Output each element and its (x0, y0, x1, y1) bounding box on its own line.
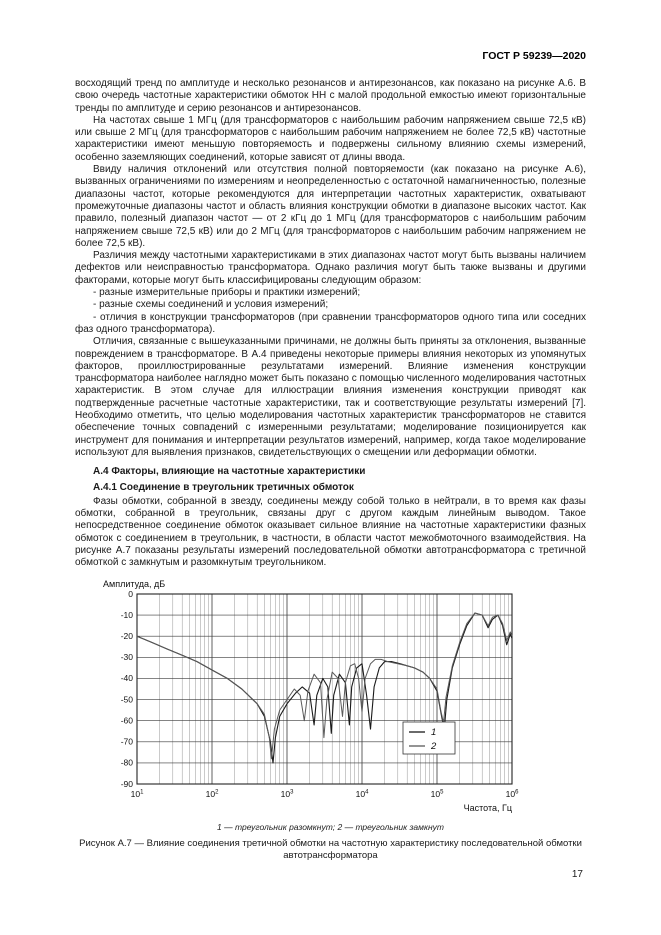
y-tick-label: -30 (120, 651, 133, 662)
legend-box (403, 722, 455, 754)
paragraph: Ввиду наличия отклонений или отсутствия полной повторяемости (как показано на рисунке А.6), вызванных ограничениями по измерениям и неопределенностью с остаточной намагниченностью, полезные диапазоны частот, которые рекомендуются для интерпретации частотных характеристик, охватывают промежуточные диапазоны частот и область влияния конструкции обмотки в диапазоне высоких частот. Как правило, полезный диапазон частот — от 2 кГц до 1 МГц (для трансформаторов с наибольшим рабочим напряжением свыше 72,5 кВ) или до 2 МГц (для трансформаторов с наибольшим рабочим напряжением не более 72,5 кВ). (75, 164, 586, 249)
y-tick-label: -40 (120, 672, 133, 683)
figure-note: 1 — треугольник разомкнут; 2 — треугольник замкнут (217, 821, 444, 832)
chart-svg (101, 578, 571, 820)
y-tick-label: -80 (120, 757, 133, 768)
legend-label: 1 (431, 726, 437, 738)
paragraph: На частотах свыше 1 МГц (для трансформаторов с наибольшим рабочим напряжением свыше 72,5 кВ) или свыше 2 МГц (для трансформаторов с наибольшим рабочим напряжением не более 72,5 кВ) частотные характеристики имеют меньшую повторяемость и подвержены сильному влиянию схемы измерений, особенно заземляющих соединений, которые зависят от длины ввода. (75, 114, 586, 163)
y-tick-label: -70 (120, 736, 133, 747)
x-tick-label: $10^6$ (505, 788, 519, 799)
doc-number: ГОСТ Р 59239—2020 (482, 50, 586, 62)
section-heading: А.4.1 Соединение в треугольник третичных обмоток (93, 481, 354, 493)
x-tick-label: $10^4$ (355, 788, 369, 799)
x-tick-label: $10^2$ (205, 788, 219, 799)
paragraph: восходящий тренд по амплитуде и несколько резонансов и антирезонансов, как показано на рисунке А.6. В свою очередь частотные характеристики обмоток НН с малой продольной емкостью имеют горизонтальные тренды по амплитуде и серию резонансов и антирезонансов. (75, 78, 586, 114)
series-curve-1 (137, 613, 512, 763)
y-tick-label: -50 (120, 693, 133, 704)
y-axis-title: Амплитуда, дБ (103, 578, 166, 589)
list-item: - разные схемы соединений и условия измерений; (93, 299, 329, 311)
body-text (75, 78, 586, 570)
list-item: - разные измерительные приборы и практики измерений; (93, 287, 361, 299)
x-axis-title: Частота, Гц (463, 802, 512, 813)
paragraph: Отличия, связанные с вышеуказанными причинами, не должны быть приняты за отклонения, вызванные повреждением в трансформаторе. В А.4 приведены некоторые примеры влияния некоторых из упомянутых факторов, проиллюстрированные результатами измерений. Влияние изменения конструкции трансформатора наиболее наглядно может быть показано с помощью численного моделирования частотных характеристик. В этом случае для иллюстрации влияния изменения конструкции приводят как подтвержденные расчетные частотные характеристики, так и соответствующие результаты измерений [7]. Необходимо отметить, что целью моделирования частотных характеристик трансформаторов не ставится обеспечение точных совпадений с измеренными результатами; моделирование позиционируется как инструмент для понимания и интерпретации результатов измерений, например, когда такое моделирование используют для выявления признаков, свидетельствующих о смещении или деформации обмотки. (75, 336, 587, 458)
paragraph: Различия между частотными характеристиками в этих диапазонах частот могут быть вызваны наличием дефектов или неисправностью трансформатора. Однако различия могут быть также вызваны и другими факторами, которые могут быть классифицированы следующим образом: (75, 250, 586, 286)
y-tick-label: -90 (120, 778, 133, 789)
x-tick-label: $10^3$ (280, 788, 294, 799)
paragraph: Фазы обмотки, собранной в звезду, соединены между собой только в нейтрали, в то время как фазы обмотки, собранной в треугольник, связаны друг с другом каждым линейным выводом. Такое непосредственное соединение обмоток оказывает сильное влияние на частотные характеристики фазных обмоток с соединением в треугольник, в частности, в области частот межобмоточного взаимодействия. На рисунке А.7 показаны результаты измерений последовательной обмотки автотрансформатора с третичной обмоткой с замкнутым и разомкнутым треугольником. (75, 495, 586, 569)
page-number: 17 (571, 869, 583, 880)
x-tick-label: $10^1$ (130, 788, 144, 799)
x-tick-label: $10^5$ (430, 788, 444, 799)
y-tick-label: -10 (120, 609, 133, 620)
section-heading: А.4 Факторы, влияющие на частотные характеристики (93, 466, 366, 478)
document-header (75, 50, 586, 63)
y-tick-label: -20 (120, 630, 133, 641)
frequency-response-chart (101, 578, 586, 820)
legend-label: 2 (431, 740, 437, 752)
y-tick-label: -60 (120, 715, 133, 726)
list-item: - отличия в конструкции трансформаторов (при сравнении трансформаторов одного типа или соседних фаз одного трансформатора). (75, 311, 586, 335)
figure-caption: Рисунок А.7 — Влияние соединения третичной обмотки на частотную характеристику последовательной обмотки автотрансформатора (79, 837, 582, 861)
series-curve-2 (137, 613, 512, 759)
y-tick-label: 0 (128, 588, 133, 599)
figure-a7 (75, 578, 586, 862)
